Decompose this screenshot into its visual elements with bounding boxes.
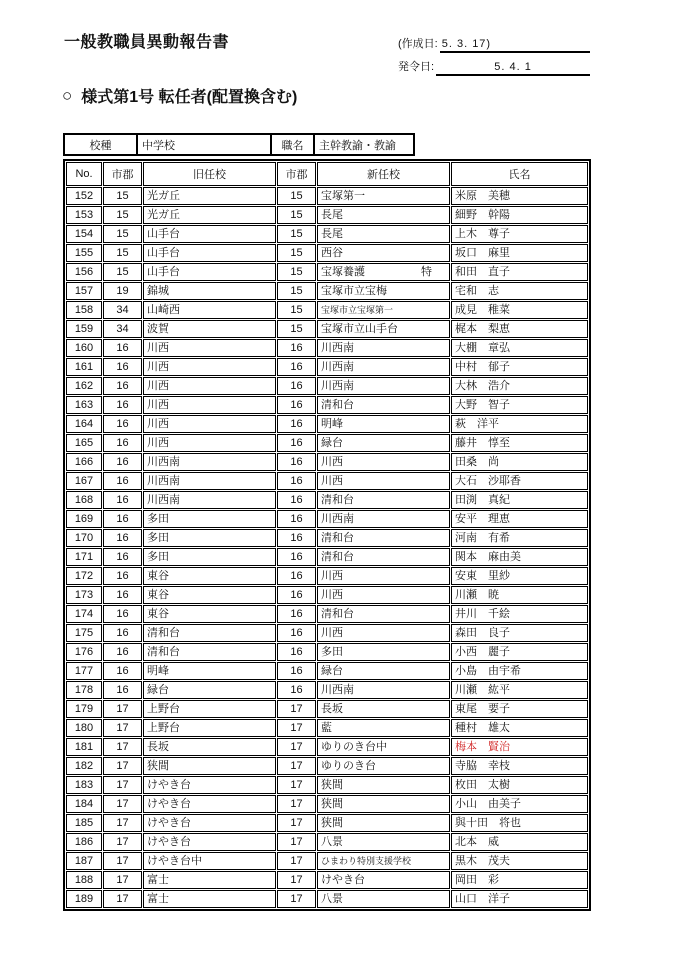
cell-name: 大棚 章弘 xyxy=(451,339,588,357)
cell-no: 182 xyxy=(66,757,102,775)
form-title: 様式第1号 転任者(配置換含む) xyxy=(81,89,298,106)
cell-old-school: 川西 xyxy=(143,339,276,357)
cell-no: 159 xyxy=(66,320,102,338)
table-row xyxy=(66,225,588,243)
cell-old-city: 17 xyxy=(103,700,142,718)
table-row xyxy=(66,548,588,566)
cell-name: 枚田 太樹 xyxy=(451,776,588,794)
cell-new-school: 狭間 xyxy=(317,795,450,813)
table-row xyxy=(66,358,588,376)
cell-no: 152 xyxy=(66,187,102,205)
cell-new-school: 川西南 xyxy=(317,377,450,395)
cell-new-city: 15 xyxy=(277,206,316,224)
table-row xyxy=(66,719,588,737)
cell-old-school: 川西 xyxy=(143,377,276,395)
cell-old-city: 16 xyxy=(103,605,142,623)
cell-new-city: 16 xyxy=(277,339,316,357)
cell-old-city: 34 xyxy=(103,301,142,319)
transfer-table-body xyxy=(66,187,588,908)
cell-old-city: 17 xyxy=(103,852,142,870)
cell-new-school: 清和台 xyxy=(317,396,450,414)
cell-name: 大野 智子 xyxy=(451,396,588,414)
cell-old-city: 17 xyxy=(103,833,142,851)
cell-no: 173 xyxy=(66,586,102,604)
cell-new-city: 16 xyxy=(277,491,316,509)
school-type-value: 中学校 xyxy=(137,134,271,155)
cell-new-city: 16 xyxy=(277,624,316,642)
cell-new-city: 15 xyxy=(277,301,316,319)
cell-old-school: 錦城 xyxy=(143,282,276,300)
cell-old-city: 16 xyxy=(103,339,142,357)
cell-name: 安東 里紗 xyxy=(451,567,588,585)
cell-no: 188 xyxy=(66,871,102,889)
col-header-new-school: 新任校 xyxy=(317,162,450,186)
cell-old-city: 15 xyxy=(103,206,142,224)
cell-name: 田桑 尚 xyxy=(451,453,588,471)
table-row xyxy=(66,472,588,490)
table-row xyxy=(66,263,588,281)
cell-name: 和田 直子 xyxy=(451,263,588,281)
cell-new-school: 宝塚第一 xyxy=(317,187,450,205)
cell-old-school: 山手台 xyxy=(143,225,276,243)
cell-new-school: 明峰 xyxy=(317,415,450,433)
cell-new-city: 16 xyxy=(277,396,316,414)
table-row xyxy=(66,491,588,509)
table-row xyxy=(66,624,588,642)
cell-old-city: 16 xyxy=(103,567,142,585)
cell-old-school: けやき台中 xyxy=(143,852,276,870)
cell-new-school: 狭間 xyxy=(317,776,450,794)
cell-new-city: 17 xyxy=(277,890,316,908)
cell-old-city: 16 xyxy=(103,624,142,642)
cell-no: 177 xyxy=(66,662,102,680)
cell-no: 181 xyxy=(66,738,102,756)
cell-old-school: 富士 xyxy=(143,871,276,889)
cell-new-school: 川西南 xyxy=(317,339,450,357)
table-row xyxy=(66,586,588,604)
cell-name: 河南 有希 xyxy=(451,529,588,547)
cell-name: 川瀬 暁 xyxy=(451,586,588,604)
cell-old-city: 16 xyxy=(103,510,142,528)
cell-new-city: 16 xyxy=(277,567,316,585)
cell-old-city: 15 xyxy=(103,187,142,205)
cell-old-school: 富士 xyxy=(143,890,276,908)
cell-new-school: 長坂 xyxy=(317,700,450,718)
table-row xyxy=(66,415,588,433)
cell-no: 168 xyxy=(66,491,102,509)
cell-name: 中村 郁子 xyxy=(451,358,588,376)
cell-no: 175 xyxy=(66,624,102,642)
cell-no: 165 xyxy=(66,434,102,452)
cell-new-city: 16 xyxy=(277,662,316,680)
cell-new-school: 川西 xyxy=(317,472,450,490)
position-label: 職名 xyxy=(271,134,314,155)
table-row xyxy=(66,567,588,585)
created-date-value: 5. 3. 17) xyxy=(440,38,590,53)
issued-date-line xyxy=(398,53,590,76)
cell-old-school: 緑台 xyxy=(143,681,276,699)
cell-name: 上木 尊子 xyxy=(451,225,588,243)
cell-new-school: 藍 xyxy=(317,719,450,737)
cell-new-city: 16 xyxy=(277,453,316,471)
table-row xyxy=(66,795,588,813)
cell-no: 156 xyxy=(66,263,102,281)
cell-no: 169 xyxy=(66,510,102,528)
col-header-no: No. xyxy=(66,162,102,186)
cell-new-city: 16 xyxy=(277,548,316,566)
table-row xyxy=(66,776,588,794)
cell-name: 宅和 志 xyxy=(451,282,588,300)
cell-old-school: 川西 xyxy=(143,415,276,433)
cell-new-city: 15 xyxy=(277,263,316,281)
col-header-old-city: 市郡 xyxy=(103,162,142,186)
cell-old-city: 16 xyxy=(103,415,142,433)
transfer-table-head xyxy=(66,162,588,186)
table-row xyxy=(66,605,588,623)
table-row xyxy=(66,757,588,775)
cell-new-school: 八景 xyxy=(317,833,450,851)
cell-new-school: 川西 xyxy=(317,624,450,642)
cell-new-city: 16 xyxy=(277,377,316,395)
cell-no: 172 xyxy=(66,567,102,585)
cell-no: 158 xyxy=(66,301,102,319)
cell-no: 171 xyxy=(66,548,102,566)
cell-name: 井川 千絵 xyxy=(451,605,588,623)
table-row xyxy=(66,833,588,851)
cell-old-city: 17 xyxy=(103,757,142,775)
cell-old-city: 16 xyxy=(103,529,142,547)
cell-new-school: 川西南 xyxy=(317,681,450,699)
cell-new-city: 17 xyxy=(277,719,316,737)
cell-new-city: 17 xyxy=(277,852,316,870)
position-value: 主幹教諭・教諭 xyxy=(314,134,414,155)
form-heading xyxy=(62,84,297,107)
cell-name: 田渕 真紀 xyxy=(451,491,588,509)
table-row xyxy=(66,377,588,395)
cell-no: 157 xyxy=(66,282,102,300)
cell-new-school: 宝塚市立山手台 xyxy=(317,320,450,338)
cell-name: 梅本 賢治 xyxy=(451,738,588,756)
cell-name: 小島 由宇希 xyxy=(451,662,588,680)
cell-name: 黒木 茂夫 xyxy=(451,852,588,870)
header-row xyxy=(66,162,588,186)
cell-name: 細野 幹陽 xyxy=(451,206,588,224)
table-row xyxy=(66,453,588,471)
cell-old-city: 17 xyxy=(103,814,142,832)
cell-old-city: 16 xyxy=(103,453,142,471)
cell-new-school: けやき台 xyxy=(317,871,450,889)
cell-no: 160 xyxy=(66,339,102,357)
cell-old-city: 15 xyxy=(103,225,142,243)
cell-new-city: 15 xyxy=(277,187,316,205)
cell-old-city: 17 xyxy=(103,738,142,756)
cell-old-school: 多田 xyxy=(143,548,276,566)
cell-new-city: 17 xyxy=(277,871,316,889)
created-date-label: (作成日: xyxy=(398,38,438,50)
cell-no: 163 xyxy=(66,396,102,414)
cell-old-school: けやき台 xyxy=(143,795,276,813)
cell-name: 大林 浩介 xyxy=(451,377,588,395)
cell-old-school: 川西 xyxy=(143,396,276,414)
table-row xyxy=(66,700,588,718)
transfer-table xyxy=(63,159,591,911)
cell-new-school: 八景 xyxy=(317,890,450,908)
cell-new-city: 17 xyxy=(277,814,316,832)
table-row xyxy=(66,339,588,357)
cell-name: 岡田 彩 xyxy=(451,871,588,889)
cell-name: 大石 沙耶香 xyxy=(451,472,588,490)
cell-name: 成見 稚菜 xyxy=(451,301,588,319)
cell-old-city: 34 xyxy=(103,320,142,338)
cell-name: 東尾 要子 xyxy=(451,700,588,718)
cell-no: 167 xyxy=(66,472,102,490)
issued-date-value: 5. 4. 1 xyxy=(436,61,590,76)
cell-old-school: 清和台 xyxy=(143,624,276,642)
cell-no: 189 xyxy=(66,890,102,908)
cell-name: 安平 理恵 xyxy=(451,510,588,528)
cell-new-school: 宝塚市立宝塚第一 xyxy=(317,301,450,319)
cell-new-city: 15 xyxy=(277,225,316,243)
cell-name: 萩 洋平 xyxy=(451,415,588,433)
cell-new-school: 清和台 xyxy=(317,529,450,547)
cell-old-school: 東谷 xyxy=(143,567,276,585)
cell-new-city: 16 xyxy=(277,358,316,376)
issued-date-label: 発令日: xyxy=(398,61,435,73)
cell-old-city: 16 xyxy=(103,434,142,452)
cell-old-city: 16 xyxy=(103,358,142,376)
cell-old-school: 川西南 xyxy=(143,453,276,471)
cell-new-school: 川西 xyxy=(317,453,450,471)
table-row xyxy=(66,396,588,414)
cell-old-school: 明峰 xyxy=(143,662,276,680)
new-school-name: 宝塚養護 xyxy=(321,266,365,278)
col-header-name: 氏名 xyxy=(451,162,588,186)
cell-old-city: 17 xyxy=(103,871,142,889)
cell-no: 176 xyxy=(66,643,102,661)
created-date-line xyxy=(398,30,590,53)
cell-old-school: 東谷 xyxy=(143,605,276,623)
cell-no: 187 xyxy=(66,852,102,870)
cell-old-city: 16 xyxy=(103,396,142,414)
cell-old-city: 17 xyxy=(103,795,142,813)
cell-old-school: 川西 xyxy=(143,358,276,376)
table-row xyxy=(66,282,588,300)
cell-old-city: 16 xyxy=(103,548,142,566)
cell-old-school: けやき台 xyxy=(143,814,276,832)
cell-no: 154 xyxy=(66,225,102,243)
cell-new-school: 多田 xyxy=(317,643,450,661)
cell-old-school: 光ガ丘 xyxy=(143,187,276,205)
cell-name: 與十田 将也 xyxy=(451,814,588,832)
cell-new-city: 16 xyxy=(277,434,316,452)
cell-new-city: 16 xyxy=(277,681,316,699)
table-row xyxy=(66,187,588,205)
cell-old-school: 多田 xyxy=(143,510,276,528)
cell-new-school: 長尾 xyxy=(317,225,450,243)
cell-new-school: ひまわり特別支援学校 xyxy=(317,852,450,870)
cell-new-school: 清和台 xyxy=(317,605,450,623)
cell-old-school: 波賀 xyxy=(143,320,276,338)
cell-name: 小山 由美子 xyxy=(451,795,588,813)
col-header-new-city: 市郡 xyxy=(277,162,316,186)
cell-old-city: 17 xyxy=(103,719,142,737)
cell-old-school: 狭間 xyxy=(143,757,276,775)
cell-name: 川瀬 紘平 xyxy=(451,681,588,699)
cell-no: 170 xyxy=(66,529,102,547)
table-row xyxy=(66,871,588,889)
table-row xyxy=(66,301,588,319)
cell-new-city: 17 xyxy=(277,738,316,756)
cell-new-city: 15 xyxy=(277,320,316,338)
cell-new-school: ゆりのき台中 xyxy=(317,738,450,756)
cell-name: 寺脇 幸枝 xyxy=(451,757,588,775)
cell-no: 179 xyxy=(66,700,102,718)
cell-new-city: 16 xyxy=(277,472,316,490)
cell-no: 185 xyxy=(66,814,102,832)
new-school-suffix: 特 xyxy=(421,266,432,278)
cell-name: 山口 洋子 xyxy=(451,890,588,908)
cell-new-city: 17 xyxy=(277,795,316,813)
cell-old-school: 上野台 xyxy=(143,719,276,737)
cell-no: 183 xyxy=(66,776,102,794)
cell-old-city: 16 xyxy=(103,586,142,604)
cell-old-city: 19 xyxy=(103,282,142,300)
cell-no: 184 xyxy=(66,795,102,813)
cell-old-city: 15 xyxy=(103,244,142,262)
cell-no: 166 xyxy=(66,453,102,471)
cell-new-city: 17 xyxy=(277,833,316,851)
cell-old-city: 17 xyxy=(103,890,142,908)
cell-new-city: 16 xyxy=(277,643,316,661)
cell-new-school: 宝塚市立宝梅 xyxy=(317,282,450,300)
cell-new-city: 17 xyxy=(277,700,316,718)
cell-no: 186 xyxy=(66,833,102,851)
cell-new-school: 川西 xyxy=(317,567,450,585)
cell-new-school xyxy=(317,263,450,281)
cell-new-city: 16 xyxy=(277,586,316,604)
cell-old-city: 16 xyxy=(103,472,142,490)
cell-new-school: 川西 xyxy=(317,586,450,604)
cell-no: 174 xyxy=(66,605,102,623)
cell-new-city: 15 xyxy=(277,244,316,262)
cell-old-school: 山崎西 xyxy=(143,301,276,319)
cell-new-school: 緑台 xyxy=(317,662,450,680)
cell-new-school: 緑台 xyxy=(317,434,450,452)
cell-name: 森田 良子 xyxy=(451,624,588,642)
table-row xyxy=(66,643,588,661)
cell-old-school: 東谷 xyxy=(143,586,276,604)
cell-new-school: 長尾 xyxy=(317,206,450,224)
cell-old-school: 長坂 xyxy=(143,738,276,756)
meta-table xyxy=(63,133,415,156)
cell-old-school: 清和台 xyxy=(143,643,276,661)
table-row xyxy=(66,244,588,262)
cell-name: 坂口 麻里 xyxy=(451,244,588,262)
cell-old-city: 17 xyxy=(103,776,142,794)
cell-old-city: 16 xyxy=(103,662,142,680)
cell-old-school: けやき台 xyxy=(143,776,276,794)
cell-no: 161 xyxy=(66,358,102,376)
cell-old-school: 山手台 xyxy=(143,244,276,262)
table-row xyxy=(66,206,588,224)
cell-new-school: 川西南 xyxy=(317,510,450,528)
cell-new-city: 15 xyxy=(277,282,316,300)
cell-no: 178 xyxy=(66,681,102,699)
table-row xyxy=(66,434,588,452)
cell-name: 藤井 惇至 xyxy=(451,434,588,452)
cell-no: 153 xyxy=(66,206,102,224)
cell-no: 180 xyxy=(66,719,102,737)
cell-old-school: 山手台 xyxy=(143,263,276,281)
cell-old-city: 16 xyxy=(103,681,142,699)
table-row xyxy=(66,738,588,756)
cell-old-school: 光ガ丘 xyxy=(143,206,276,224)
table-row xyxy=(66,852,588,870)
cell-new-school: 清和台 xyxy=(317,548,450,566)
cell-name: 関本 麻由美 xyxy=(451,548,588,566)
cell-old-city: 16 xyxy=(103,491,142,509)
cell-old-city: 16 xyxy=(103,643,142,661)
cell-name: 梶本 梨恵 xyxy=(451,320,588,338)
meta-row xyxy=(64,134,414,155)
cell-new-school: 清和台 xyxy=(317,491,450,509)
table-row xyxy=(66,890,588,908)
cell-new-city: 16 xyxy=(277,510,316,528)
cell-name: 小西 麗子 xyxy=(451,643,588,661)
table-row xyxy=(66,529,588,547)
cell-name: 北本 威 xyxy=(451,833,588,851)
cell-new-school: 西谷 xyxy=(317,244,450,262)
cell-old-school: 多田 xyxy=(143,529,276,547)
cell-old-school: 川西南 xyxy=(143,491,276,509)
cell-new-city: 16 xyxy=(277,605,316,623)
cell-new-city: 16 xyxy=(277,415,316,433)
page-title: 一般教職員異動報告書 xyxy=(64,34,230,51)
cell-old-school: けやき台 xyxy=(143,833,276,851)
date-block xyxy=(398,30,590,76)
cell-new-school: ゆりのき台 xyxy=(317,757,450,775)
cell-no: 155 xyxy=(66,244,102,262)
table-row xyxy=(66,320,588,338)
cell-old-school: 川西 xyxy=(143,434,276,452)
cell-no: 162 xyxy=(66,377,102,395)
circle-mark-icon: ○ xyxy=(62,85,73,105)
school-type-label: 校種 xyxy=(64,134,137,155)
table-row xyxy=(66,662,588,680)
cell-new-school: 狭間 xyxy=(317,814,450,832)
cell-new-school: 川西南 xyxy=(317,358,450,376)
cell-new-city: 17 xyxy=(277,776,316,794)
cell-old-city: 15 xyxy=(103,263,142,281)
table-row xyxy=(66,510,588,528)
table-row xyxy=(66,681,588,699)
cell-old-city: 16 xyxy=(103,377,142,395)
cell-old-school: 川西南 xyxy=(143,472,276,490)
cell-name: 米原 美穂 xyxy=(451,187,588,205)
cell-old-school: 上野台 xyxy=(143,700,276,718)
cell-new-city: 16 xyxy=(277,529,316,547)
cell-no: 164 xyxy=(66,415,102,433)
col-header-old-school: 旧任校 xyxy=(143,162,276,186)
cell-name: 種村 雄太 xyxy=(451,719,588,737)
table-row xyxy=(66,814,588,832)
cell-new-city: 17 xyxy=(277,757,316,775)
